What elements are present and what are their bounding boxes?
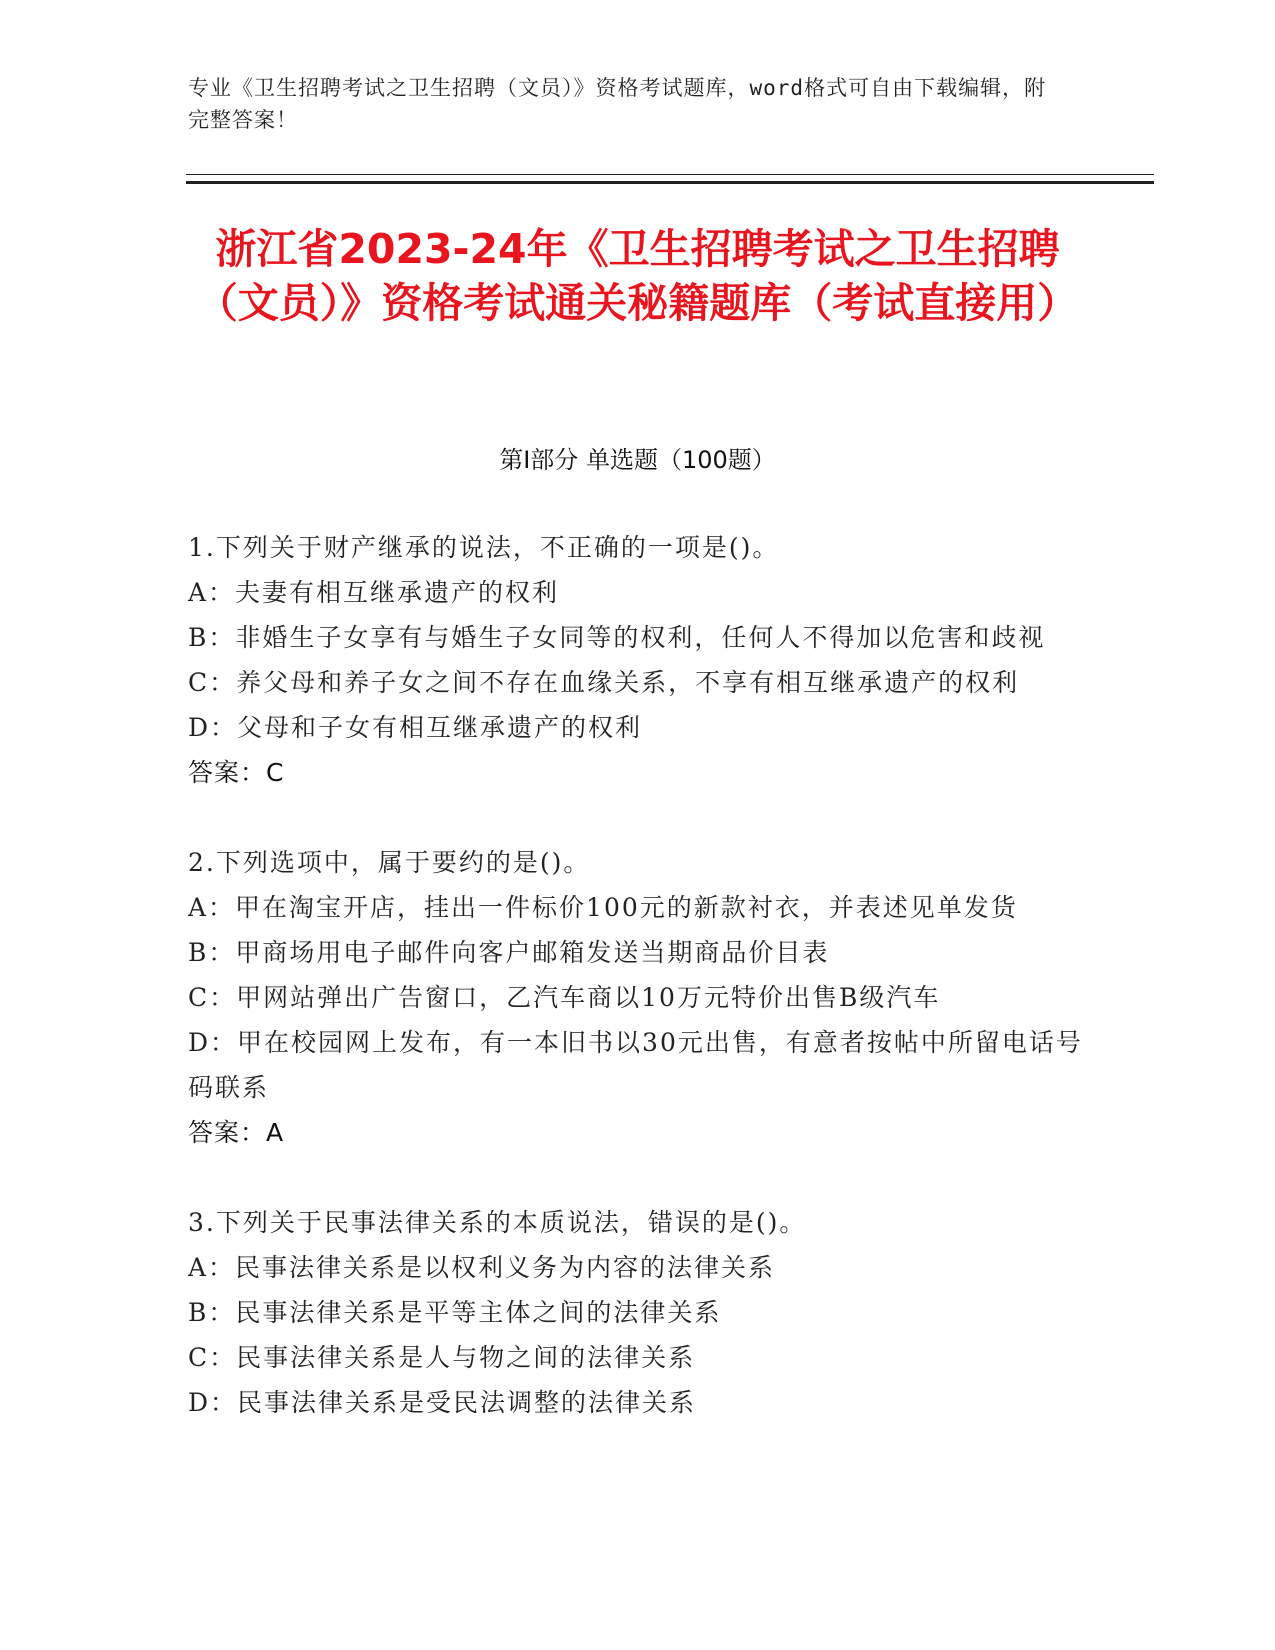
option-b: B：甲商场用电子邮件向客户邮箱发送当期商品价目表 bbox=[188, 938, 830, 967]
answer: 答案：C bbox=[188, 758, 285, 787]
header-divider-thin bbox=[186, 174, 1154, 175]
option-c: C：民事法律关系是人与物之间的法律关系 bbox=[188, 1343, 696, 1372]
option-a: A：甲在淘宝开店，挂出一件标价100元的新款衬衣，并表述见单发货 bbox=[188, 893, 1018, 922]
option-d: D：父母和子女有相互继承遗产的权利 bbox=[188, 713, 643, 742]
question-stem: 2.下列选项中，属于要约的是()。 bbox=[188, 848, 591, 877]
document-title: 浙江省2023-24年《卫生招聘考试之卫生招聘（文员）》资格考试通关秘籍题库（考试直接用） bbox=[196, 225, 1079, 327]
option-d: D：甲在校园网上发布，有一本旧书以30元出售，有意者按帖中所留电话号码联系 bbox=[188, 1028, 1083, 1102]
header-divider-thick bbox=[186, 181, 1154, 184]
option-c: C：养父母和养子女之间不存在血缘关系，不享有相互继承遗产的权利 bbox=[188, 668, 1020, 697]
header-note: 专业《卫生招聘考试之卫生招聘（文员）》资格考试题库，word格式可自由下载编辑，附完整答案！ bbox=[188, 76, 1047, 132]
question-stem: 1.下列关于财产继承的说法，不正确的一项是()。 bbox=[188, 533, 780, 562]
section-title: 第I部分 单选题（100题） bbox=[499, 446, 776, 474]
question-1 bbox=[188, 525, 1088, 795]
option-d: D：民事法律关系是受民法调整的法律关系 bbox=[188, 1388, 697, 1417]
question-list bbox=[188, 525, 1088, 1470]
option-b: B：非婚生子女享有与婚生子女同等的权利，任何人不得加以危害和歧视 bbox=[188, 623, 1046, 652]
question-stem: 3.下列关于民事法律关系的本质说法，错误的是()。 bbox=[188, 1208, 807, 1237]
question-3 bbox=[188, 1200, 1088, 1425]
question-2 bbox=[188, 840, 1088, 1155]
answer: 答案：A bbox=[188, 1118, 285, 1147]
option-a: A：民事法律关系是以权利义务为内容的法律关系 bbox=[188, 1253, 776, 1282]
option-a: A：夫妻有相互继承遗产的权利 bbox=[188, 578, 560, 607]
option-c: C：甲网站弹出广告窗口，乙汽车商以10万元特价出售B级汽车 bbox=[188, 983, 941, 1012]
option-b: B：民事法律关系是平等主体之间的法律关系 bbox=[188, 1298, 722, 1327]
